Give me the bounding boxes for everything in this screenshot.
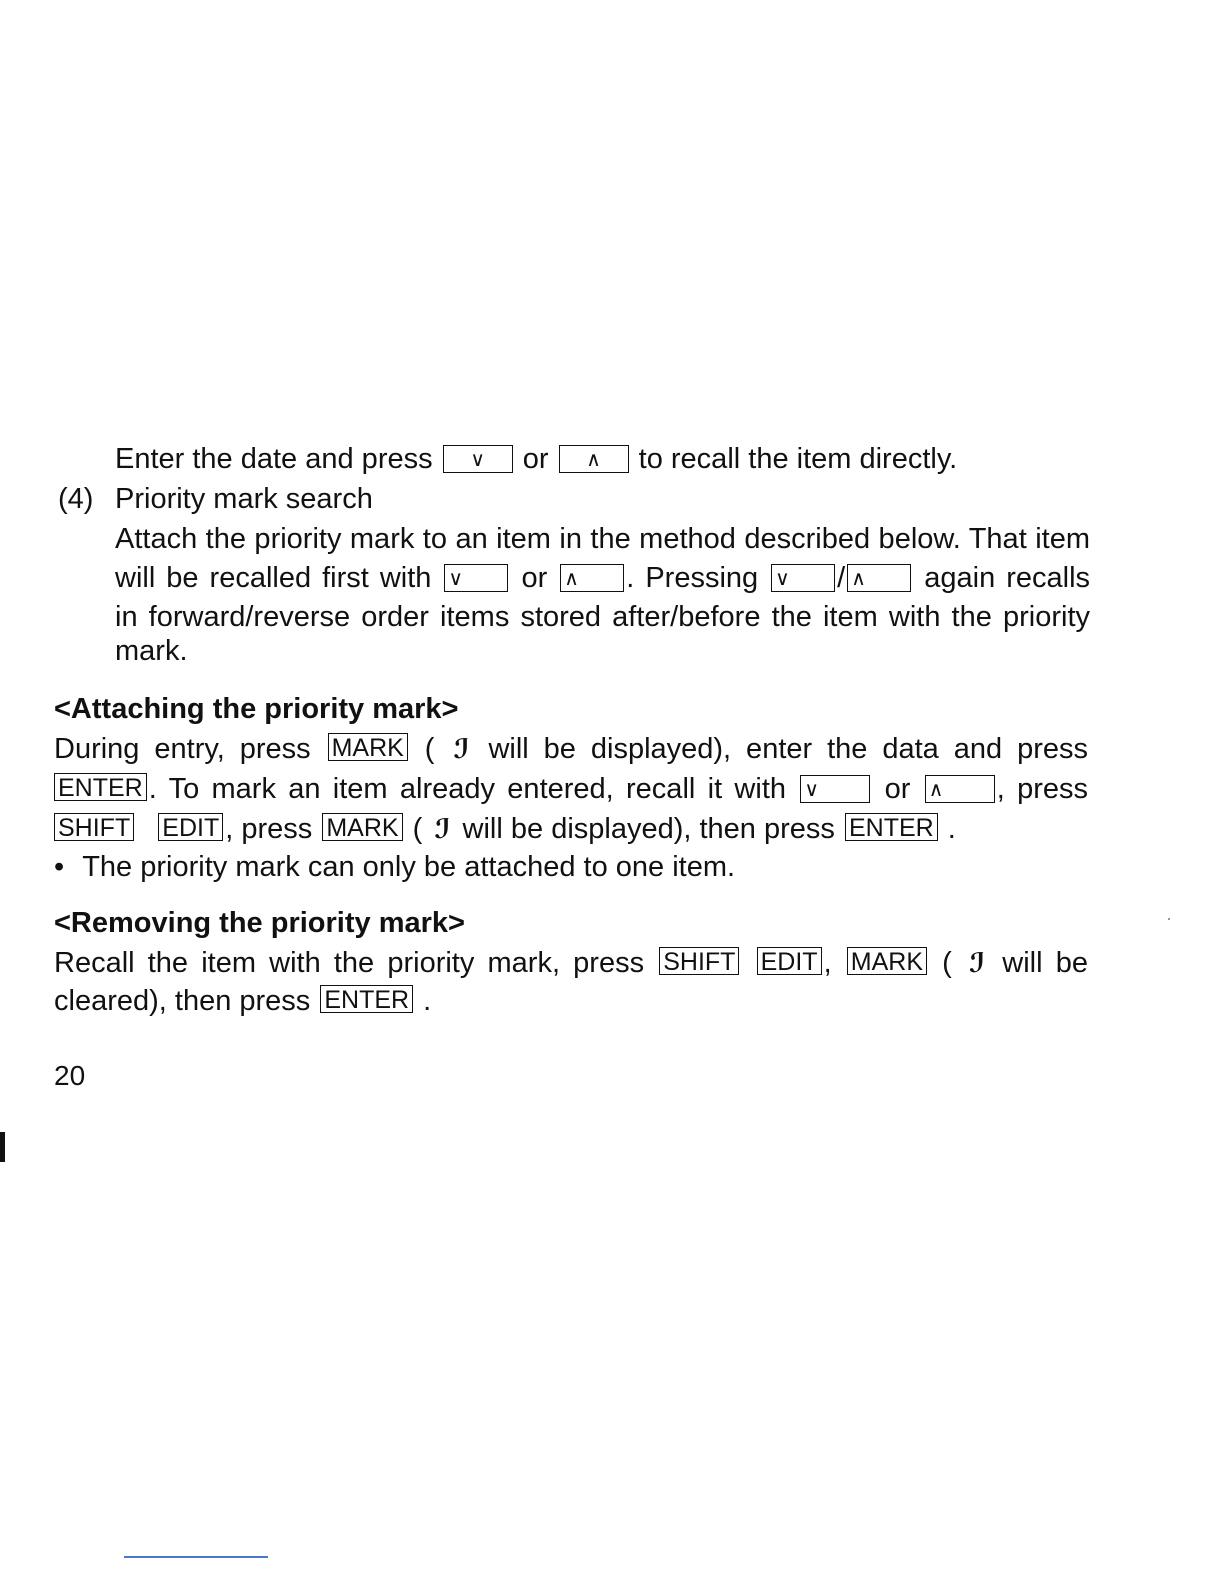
text: During entry, press xyxy=(54,733,311,765)
priority-mark-icon: ℐ xyxy=(453,734,470,764)
priority-mark-icon: ℐ xyxy=(434,814,451,844)
text: , press xyxy=(996,773,1089,805)
mark-key-icon: MARK xyxy=(322,813,402,841)
text: or xyxy=(521,562,548,594)
bullet-icon: • xyxy=(54,851,65,883)
text: will be displayed), then press xyxy=(462,813,835,845)
text: again recalls xyxy=(924,562,1091,594)
up-key-icon: ∧ xyxy=(559,445,629,473)
section-line-3: in forward/reverse order items stored after/before the item with the priority xyxy=(115,601,1090,633)
text: to recall the item directly. xyxy=(638,443,958,475)
down-key-icon: ∨ xyxy=(443,445,513,473)
attaching-note xyxy=(54,848,735,886)
bottom-rule xyxy=(124,1556,268,1558)
mark-key-icon: MARK xyxy=(328,733,408,761)
edit-key-icon: EDIT xyxy=(757,947,822,975)
text: Enter the date and press xyxy=(115,443,433,475)
priority-mark-icon: ℐ xyxy=(969,948,986,978)
shift-key-icon: SHIFT xyxy=(659,947,739,975)
scan-speck xyxy=(1168,918,1170,920)
text: , xyxy=(823,947,832,979)
section-line-2 xyxy=(115,559,1090,597)
text: . xyxy=(423,985,432,1017)
scan-edge-mark xyxy=(0,1132,5,1162)
text: Recall the item with the priority mark, press xyxy=(54,947,645,979)
page-number: 20 xyxy=(54,1060,86,1091)
text: . To mark an item already entered, recall it with xyxy=(148,773,787,805)
removing-line-2 xyxy=(54,982,431,1020)
attaching-line-3 xyxy=(54,810,956,848)
text: ( xyxy=(412,813,423,845)
text: ( xyxy=(424,733,435,765)
text: will be xyxy=(1002,947,1088,979)
attaching-line-1 xyxy=(54,730,1088,768)
text: or xyxy=(884,773,911,805)
attaching-line-2 xyxy=(54,770,1088,808)
text: The priority mark can only be attached to one item. xyxy=(82,851,736,883)
enter-key-icon: ENTER xyxy=(54,773,147,801)
text: . xyxy=(947,813,956,845)
removing-line-1 xyxy=(54,944,1088,982)
section-line-4: mark. xyxy=(115,635,188,667)
section-line-1: Attach the priority mark to an item in the method described below. That item xyxy=(115,523,1090,555)
down-key-icon: ∨ xyxy=(800,775,870,803)
section-title: Priority mark search xyxy=(115,483,373,515)
text: will be displayed), enter the data and press xyxy=(488,733,1088,765)
down-key-icon: ∨ xyxy=(771,564,835,592)
text: ( xyxy=(942,947,952,979)
text: , press xyxy=(225,813,313,845)
text: or xyxy=(522,443,549,475)
text: / xyxy=(837,562,846,594)
section-number: (4) xyxy=(58,483,94,515)
down-key-icon: ∨ xyxy=(444,564,508,592)
text: will be recalled first with xyxy=(115,562,432,594)
edit-key-icon: EDIT xyxy=(158,813,223,841)
up-key-icon: ∧ xyxy=(560,564,624,592)
enter-key-icon: ENTER xyxy=(845,813,938,841)
up-key-icon: ∧ xyxy=(847,564,911,592)
up-key-icon: ∧ xyxy=(925,775,995,803)
attaching-heading: <Attaching the priority mark> xyxy=(54,693,459,725)
removing-heading: <Removing the priority mark> xyxy=(54,907,465,939)
intro-line xyxy=(115,440,957,478)
enter-key-icon: ENTER xyxy=(320,985,413,1013)
text: cleared), then press xyxy=(54,985,311,1017)
mark-key-icon: MARK xyxy=(847,947,927,975)
text: . Pressing xyxy=(626,562,759,594)
shift-key-icon: SHIFT xyxy=(54,813,134,841)
